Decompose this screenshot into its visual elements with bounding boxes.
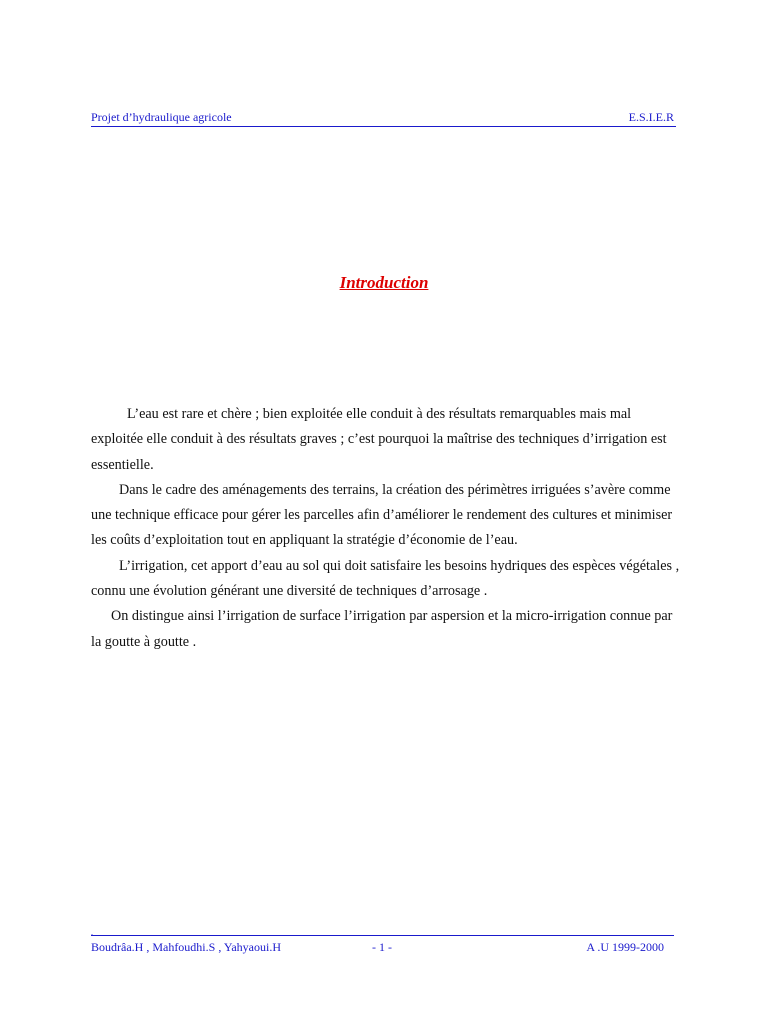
footer-page-number: - 1 - <box>372 940 392 954</box>
footer-rule <box>91 935 674 936</box>
footer-academic-year: A .U 1999-2000 <box>586 940 664 954</box>
page-header <box>91 110 676 127</box>
header-project-title: Projet d’hydraulique agricole <box>91 110 232 124</box>
section-title <box>0 273 768 293</box>
body-text <box>91 402 681 655</box>
footer-marker: . <box>91 928 93 937</box>
page-footer <box>91 940 676 956</box>
paragraph-2: Dans le cadre des aménagements des terrains, la création des périmètres irriguées s’avère comme une technique efficace pour gérer les parcelles afin d’améliorer le rendement des cultures et minimiser les coûts d’exploitation tout en appliquant la stratégie d’économie de l’eau. <box>91 481 673 549</box>
paragraph-4: On distingue ainsi l’irrigation de surface l’irrigation par aspersion et la micro-irrigation connue par la goutte à goutte . <box>91 608 673 650</box>
footer-authors: Boudrâa.H , Mahfoudhi.S , Yahyaoui.H <box>91 940 281 954</box>
paragraph-3: L’irrigation, cet apport d’eau au sol qui doit satisfaire les besoins hydriques des espèces végétales , connu une évolution générant une diversité de techniques d’arrosage . <box>91 557 680 600</box>
section-title-text: Introduction <box>339 273 429 292</box>
header-school: E.S.I.E.R <box>628 110 674 124</box>
paragraph-1: L’eau est rare et chère ; bien exploitée elle conduit à des résultats remarquables mais mal exploitée elle conduit à des résultats graves ; c’est pourquoi la maîtrise des techniques d’irrigation est essentielle. <box>91 406 667 473</box>
